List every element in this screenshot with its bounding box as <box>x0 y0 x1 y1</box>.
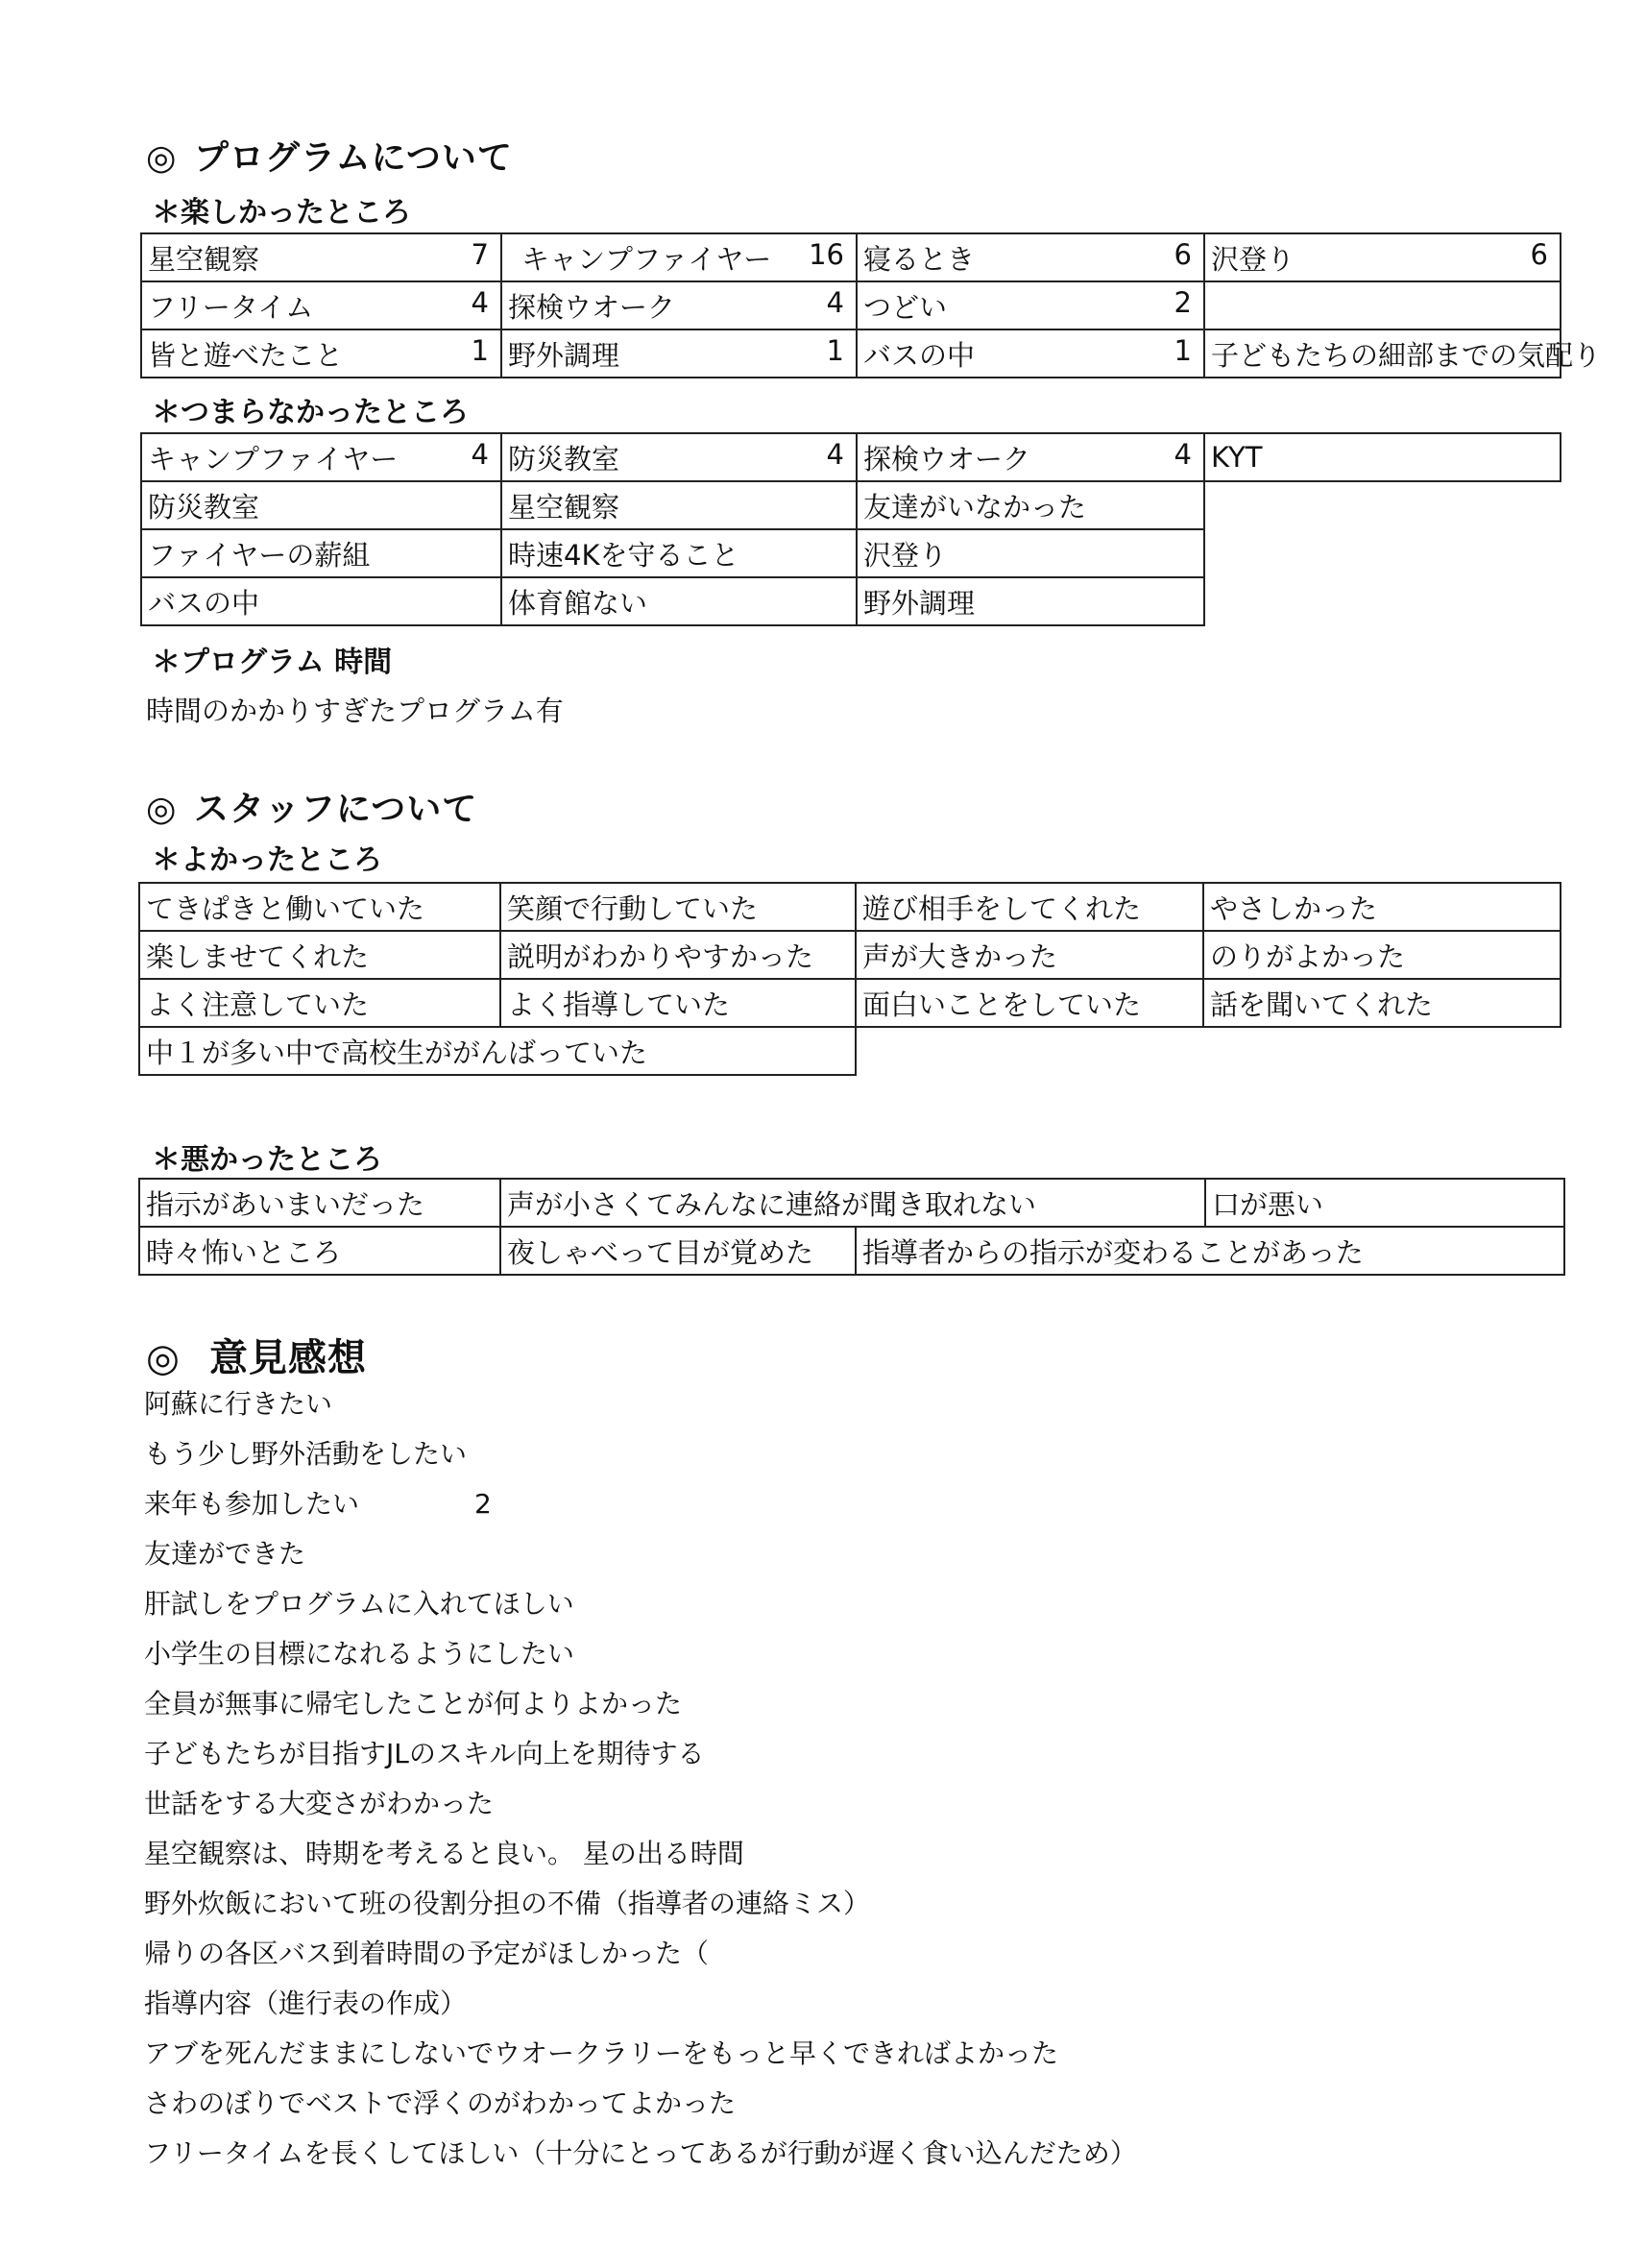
staff-heading <box>146 782 477 831</box>
table-cell: 時速4Kを守ること <box>501 529 857 577</box>
table-cell: よく指導していた <box>500 979 856 1027</box>
table-cell: キャンプファイヤー 16 <box>501 233 857 281</box>
list-item: 子どもたちが目指すJLのスキル向上を期待する <box>144 1738 705 1769</box>
table-cell: 防災教室 <box>141 481 501 529</box>
list-item: 来年も参加したい 2 <box>144 1488 492 1520</box>
opinions-heading <box>146 1328 367 1382</box>
empty-cell <box>1204 577 1561 625</box>
double-circle-icon: ◎ <box>146 138 178 178</box>
bad-table <box>138 1178 1565 1276</box>
table-cell: 野外調理 <box>857 577 1204 625</box>
table-cell: 指示があいまいだった <box>139 1179 500 1227</box>
table-cell: のりがよかった <box>1203 931 1561 979</box>
empty-cell <box>1204 481 1561 529</box>
table-cell: 面白いことをしていた <box>856 979 1203 1027</box>
table-row <box>139 1227 1564 1275</box>
table-row <box>141 577 1561 625</box>
list-item: さわのぼりでベストで浮くのがわかってよかった <box>144 2087 737 2119</box>
table-cell: 声が大きかった <box>856 931 1203 979</box>
program-heading-text: プログラムについて <box>194 138 513 178</box>
table-cell: 笑顔で行動していた <box>500 883 856 931</box>
list-item: フリータイムを長くしてほしい（十分にとってあるが行動が遅く食い込んだため） <box>144 2137 1137 2169</box>
list-item: 世話をする大変さがわかった <box>144 1788 495 1819</box>
list-item: アブを死んだままにしないでウオークラリーをもっと早くできればよかった <box>144 2037 1059 2069</box>
table-row <box>139 1027 1561 1075</box>
bad-subheading: ＊悪かったところ <box>152 1143 382 1177</box>
good-table <box>138 882 1561 1076</box>
table-cell: 口が悪い <box>1205 1179 1564 1227</box>
table-cell: 沢登り <box>857 529 1204 577</box>
table-cell: 子どもたちの細部までの気配り <box>1204 329 1561 378</box>
empty-cell <box>856 1027 1203 1075</box>
time-subheading: ＊プログラム 時間 <box>152 646 393 679</box>
table-cell: 中１が多い中で高校生ががんばっていた <box>139 1027 856 1075</box>
program-heading <box>146 131 513 180</box>
table-cell: 沢登り 6 <box>1204 233 1561 281</box>
double-circle-icon: ◎ <box>146 1336 181 1380</box>
table-cell: 防災教室 4 <box>501 433 857 481</box>
table-cell: フリータイム 4 <box>141 281 501 329</box>
table-cell: キャンプファイヤー 4 <box>141 433 501 481</box>
list-item: 帰りの各区バス到着時間の予定がほしかった（ <box>144 1938 710 1969</box>
list-item: もう少し野外活動をしたい <box>144 1438 468 1470</box>
count-value: 2 <box>474 1488 492 1520</box>
table-cell: 話を聞いてくれた <box>1203 979 1561 1027</box>
table-cell: 星空観察 <box>501 481 857 529</box>
time-note: 時間のかかりすぎたプログラム有 <box>146 695 564 727</box>
table-cell: ファイヤーの薪組 <box>141 529 501 577</box>
table-cell: 楽しませてくれた <box>139 931 500 979</box>
fun-table <box>140 232 1602 378</box>
table-cell: 体育館ない <box>501 577 857 625</box>
table-cell: 夜しゃべって目が覚めた <box>500 1227 856 1275</box>
empty-cell <box>1204 529 1561 577</box>
list-item: 阿蘇に行きたい <box>144 1388 333 1420</box>
table-cell: 友達がいなかった <box>857 481 1204 529</box>
table-cell: やさしかった <box>1203 883 1561 931</box>
table-cell: てきぱきと働いていた <box>139 883 500 931</box>
table-cell: 声が小さくてみんなに連絡が聞き取れない <box>500 1179 1205 1227</box>
table-row <box>139 1179 1564 1227</box>
table-cell: 時々怖いところ <box>139 1227 500 1275</box>
table-row <box>141 281 1561 329</box>
list-item: 全員が無事に帰宅したことが何よりよかった <box>144 1688 683 1719</box>
table-row <box>139 883 1561 931</box>
list-item: 小学生の目標になれるようにしたい <box>144 1638 575 1670</box>
opinions-heading-text: 意見感想 <box>209 1336 367 1380</box>
list-item: 友達ができた <box>144 1538 306 1570</box>
table-row <box>141 329 1561 378</box>
table-cell: 探検ウオーク 4 <box>501 281 857 329</box>
table-cell: 野外調理 1 <box>501 329 857 378</box>
good-subheading: ＊よかったところ <box>152 843 382 877</box>
staff-heading-text: スタッフについて <box>194 790 478 829</box>
table-cell: 説明がわかりやすかった <box>500 931 856 979</box>
table-cell: バスの中 <box>141 577 501 625</box>
list-item: 野外炊飯において班の役割分担の不備（指導者の連絡ミス） <box>144 1888 871 1919</box>
table-cell: KYT <box>1204 433 1561 481</box>
table-cell: 皆と遊べたこと 1 <box>141 329 501 378</box>
table-cell: 寝るとき 6 <box>857 233 1204 281</box>
table-cell: 星空観察 7 <box>141 233 501 281</box>
table-row <box>139 979 1561 1027</box>
list-item: 指導内容（進行表の作成） <box>144 1988 468 2019</box>
list-item: 星空観察は、時期を考えると良い。 星の出る時間 <box>144 1838 744 1869</box>
table-row <box>141 233 1561 281</box>
list-item: 肝試しをプログラムに入れてほしい <box>144 1588 574 1620</box>
table-cell: 探検ウオーク 4 <box>857 433 1204 481</box>
double-circle-icon: ◎ <box>146 790 178 829</box>
table-row <box>139 931 1561 979</box>
fun-subheading: ＊楽しかったところ <box>152 196 411 230</box>
table-cell: 遊び相手をしてくれた <box>856 883 1203 931</box>
table-cell: つどい 2 <box>857 281 1204 329</box>
table-cell: バスの中 1 <box>857 329 1204 378</box>
boring-subheading: ＊つまらなかったところ <box>152 396 469 429</box>
table-cell <box>1204 281 1561 329</box>
table-cell: よく注意していた <box>139 979 500 1027</box>
table-row <box>141 529 1561 577</box>
table-cell: 指導者からの指示が変わることがあった <box>856 1227 1564 1275</box>
table-row <box>141 433 1561 481</box>
table-row <box>141 481 1561 529</box>
boring-table <box>140 432 1561 626</box>
empty-cell <box>1203 1027 1561 1075</box>
